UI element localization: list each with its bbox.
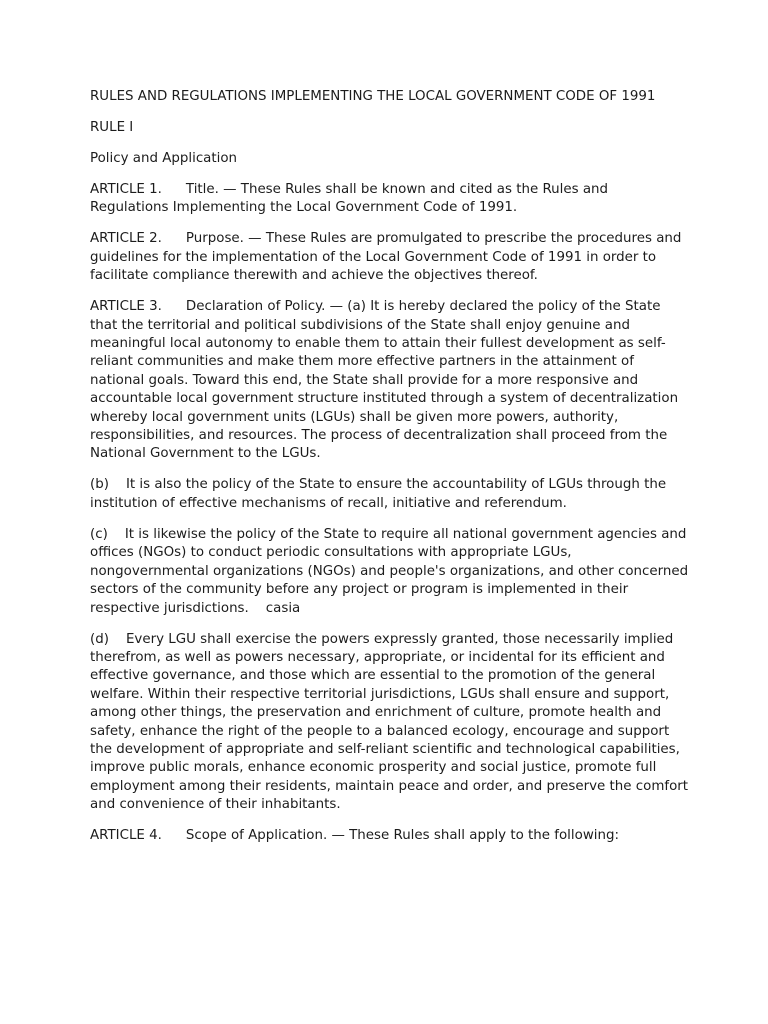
article-4 (90, 827, 690, 845)
rule-heading: RULE I (90, 120, 134, 135)
article-1 (90, 181, 690, 218)
paragraph-c (90, 526, 693, 618)
paragraph-b (90, 476, 690, 513)
article-3-heading: ARTICLE 3. (90, 299, 162, 315)
article-2-heading: ARTICLE 2. (90, 231, 162, 247)
paragraph-d (90, 631, 693, 815)
paragraph-d-text: Every LGU shall exercise the powers expressly granted, those necessarily implied therefrom, as well as powers necessary, appropriate, or incidental for its efficient and effective governance, and those which are essential to the promotion of the general welfare. Within their respective territorial jurisdictions, LGUs shall ensure and support, among other things, the preservation and enrichment of culture, promote health and safety, enhance the right of the people to a balanced ecology, encourage and support the development of appropriate and self-reliant scientific and technological capabilities, improve public morals, enhance economic prosperity and social justice, promote full employment among their residents, maintain peace and order, and preserve the comfort and convenience of their inhabitants. (90, 631, 693, 813)
article-3 (90, 298, 690, 464)
paragraph-c-trailing-text: casia (265, 600, 301, 616)
document-body (90, 88, 693, 858)
article-1-text: Title. — These Rules shall be known and cited as the Rules and Regulations Implementing the Local Government Code of 1991. (90, 182, 613, 216)
article-2 (90, 230, 690, 285)
paragraph-d-label: (d) (90, 631, 109, 647)
document-title: RULES AND REGULATIONS IMPLEMENTING THE LOCAL GOVERNMENT CODE OF 1991 (90, 89, 656, 104)
paragraph-b-label: (b) (90, 477, 109, 493)
paragraph-c-label: (c) (90, 526, 108, 542)
article-1-heading: ARTICLE 1. (90, 182, 162, 197)
paragraph-b-text: It is also the policy of the State to ensure the accountability of LGUs through the institution of effective mechanisms of recall, initiative and referendum. (90, 477, 671, 511)
article-4-text: Scope of Application. — These Rules shall apply to the following: (185, 828, 619, 844)
paragraph-c-text: It is likewise the policy of the State to require all national government agencies and offices (NGOs) to conduct periodic consultations with appropriate LGUs, nongovernmental organizations (NGOs) and people's organizations, and other concerned sectors of the community before any project or program is implemented in their respective jurisdictions. (90, 526, 693, 616)
rule-subtitle: Policy and Application (90, 151, 238, 166)
article-3-text: Declaration of Policy. — (a) It is hereby declared the policy of the State that the territorial and political subdivisions of the State shall enjoy genuine and meaningful local autonomy to enable them to attain their fullest development as self-reliant communities and make them more effective partners in the attainment of national goals. Toward this end, the State shall provide for a more responsive and accountable local government structure instituted through a system of decentralization whereby local government units (LGUs) shall be given more powers, authority, responsibilities, and resources. The process of decentralization shall proceed from the National Government to the LGUs. (90, 299, 683, 462)
article-4-heading: ARTICLE 4. (90, 828, 162, 844)
article-2-text: Purpose. — These Rules are promulgated to prescribe the procedures and guidelines for the implementation of the Local Government Code of 1991 in order to facilitate compliance therewith and achieve the objectives thereof. (90, 231, 686, 284)
